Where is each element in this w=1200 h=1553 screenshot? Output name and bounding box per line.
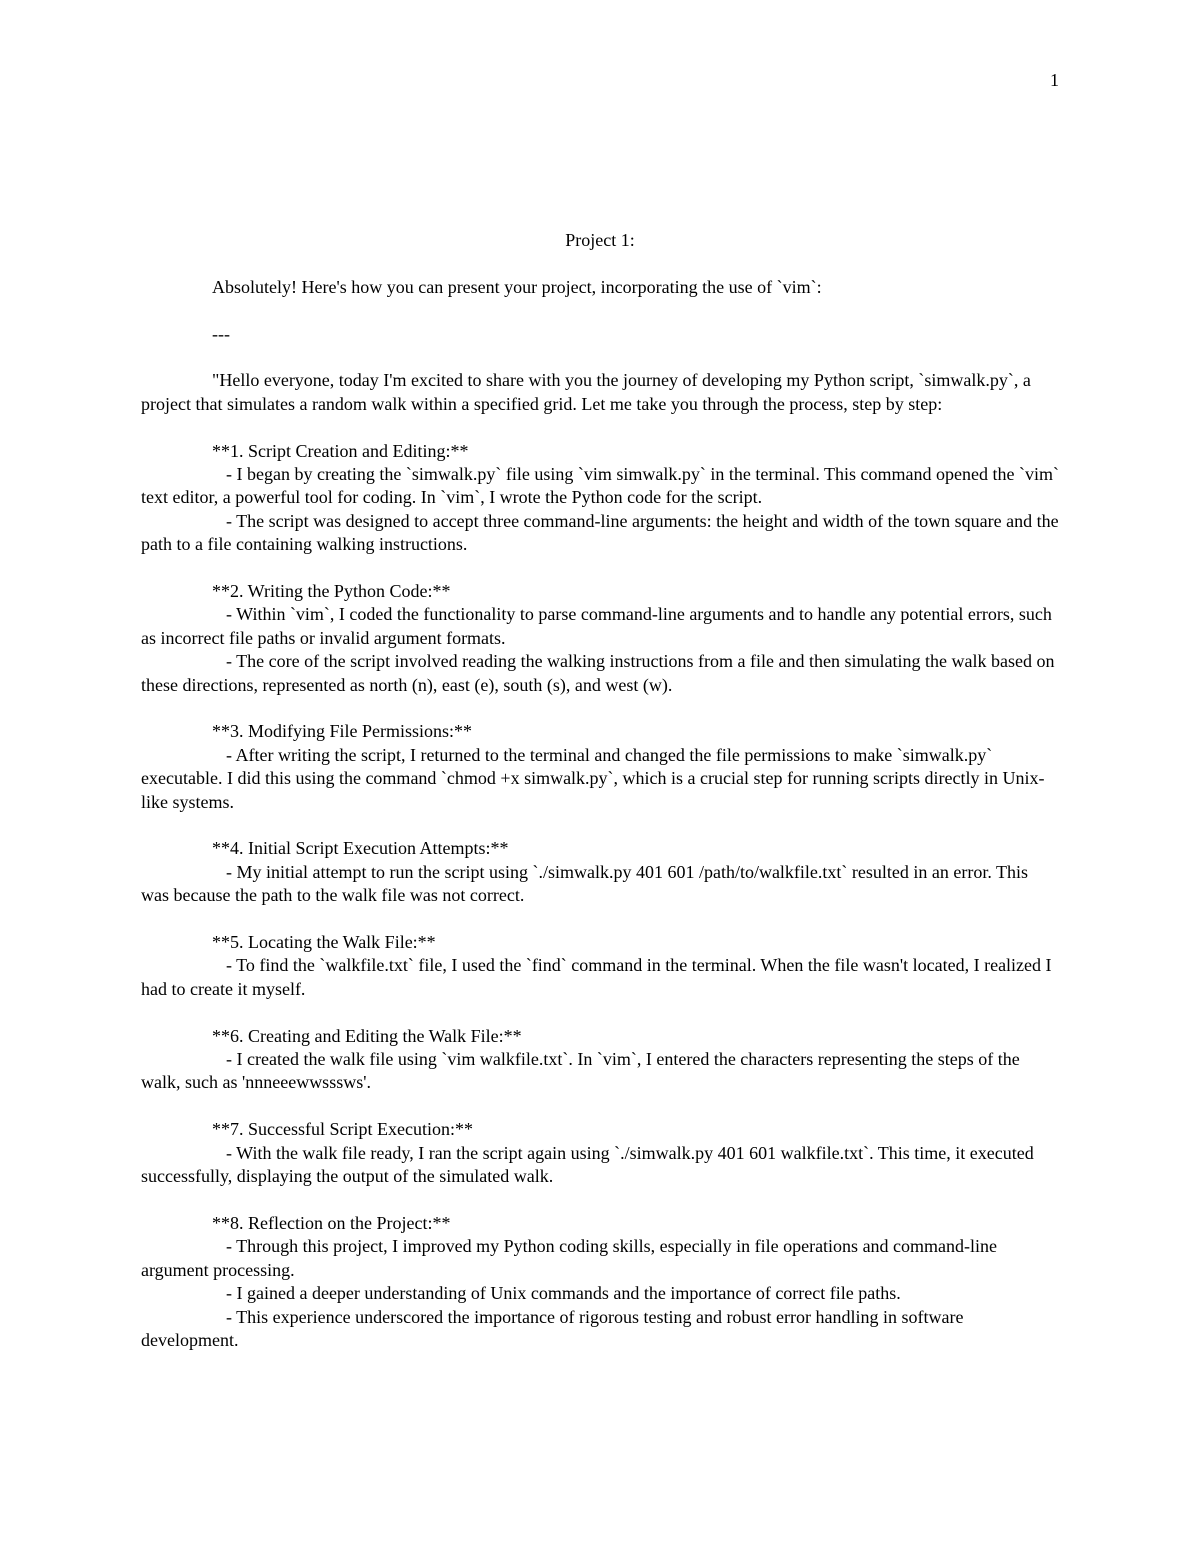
section-heading: **3. Modifying File Permissions:** <box>212 721 473 742</box>
intro-paragraph: Absolutely! Here's how you can present your project, incorporating the use of `vim`: <box>212 276 822 297</box>
section-heading: **6. Creating and Editing the Walk File:** <box>212 1025 522 1046</box>
document-body <box>141 229 1059 1376</box>
section-8 <box>141 1212 1059 1352</box>
section-1 <box>141 440 1059 557</box>
section-bullet: - I began by creating the `simwalk.py` file using `vim simwalk.py` in the terminal. This command opened the `vim` text editor, a powerful tool for coding. In `vim`, I wrote the Python code for the script. <box>141 464 1059 508</box>
section-bullet: - With the walk file ready, I ran the script again using `./simwalk.py 401 601 walkfile.txt`. This time, it executed successfully, displaying the output of the simulated walk. <box>141 1142 1034 1187</box>
section-heading: **8. Reflection on the Project:** <box>212 1212 451 1233</box>
document-title: Project 1: <box>565 230 635 250</box>
section-4 <box>141 837 1059 907</box>
section-2 <box>141 580 1059 697</box>
section-3 <box>141 720 1059 814</box>
section-bullet: - After writing the script, I returned to the terminal and changed the file permissions to make `simwalk.py` executable. I did this using the command `chmod +x simwalk.py`, which is a crucial step for running scripts directly in Unix-like systems. <box>141 744 1045 812</box>
section-bullet: - The core of the script involved reading the walking instructions from a file and then simulating the walk based on these directions, represented as north (n), east (e), south (s), and west (w). <box>141 651 1055 695</box>
section-5 <box>141 931 1059 1001</box>
section-heading: **2. Writing the Python Code:** <box>212 581 451 602</box>
section-bullet: - I created the walk file using `vim walkfile.txt`. In `vim`, I entered the characters representing the steps of the walk, such as 'nnneeewwsssws'. <box>141 1049 1020 1093</box>
section-bullet: - Through this project, I improved my Python coding skills, especially in file operations and command-line argument processing. <box>141 1236 998 1280</box>
page-number: 1 <box>1050 70 1059 90</box>
section-heading: **5. Locating the Walk File:** <box>212 932 436 953</box>
section-heading: **7. Successful Script Execution:** <box>212 1119 473 1140</box>
section-bullet: - This experience underscored the importance of rigorous testing and robust error handling in software development. <box>141 1306 964 1350</box>
section-6 <box>141 1025 1059 1095</box>
section-bullet: - To find the `walkfile.txt` file, I used the `find` command in the terminal. When the file wasn't located, I realized I had to create it myself. <box>141 955 1052 999</box>
section-bullet: - The script was designed to accept three command-line arguments: the height and width of the town square and the path to a file containing walking instructions. <box>141 510 1059 555</box>
lead-paragraph: "Hello everyone, today I'm excited to share with you the journey of developing my Python script, `simwalk.py`, a project that simulates a random walk within a specified grid. Let me take you through the process, step by step: <box>141 370 1031 414</box>
section-bullet: - My initial attempt to run the script using `./simwalk.py 401 601 /path/to/walkfile.txt` resulted in an error. This was because the path to the walk file was not correct. <box>141 861 1029 906</box>
section-heading: **1. Script Creation and Editing:** <box>212 440 469 461</box>
section-bullet: - I gained a deeper understanding of Unix commands and the importance of correct file paths. <box>226 1283 901 1304</box>
section-heading: **4. Initial Script Execution Attempts:** <box>212 838 509 859</box>
section-bullet: - Within `vim`, I coded the functionality to parse command-line arguments and to handle any potential errors, such as incorrect file paths or invalid argument formats. <box>141 604 1052 648</box>
section-7 <box>141 1118 1059 1188</box>
separator-line: --- <box>212 323 230 344</box>
